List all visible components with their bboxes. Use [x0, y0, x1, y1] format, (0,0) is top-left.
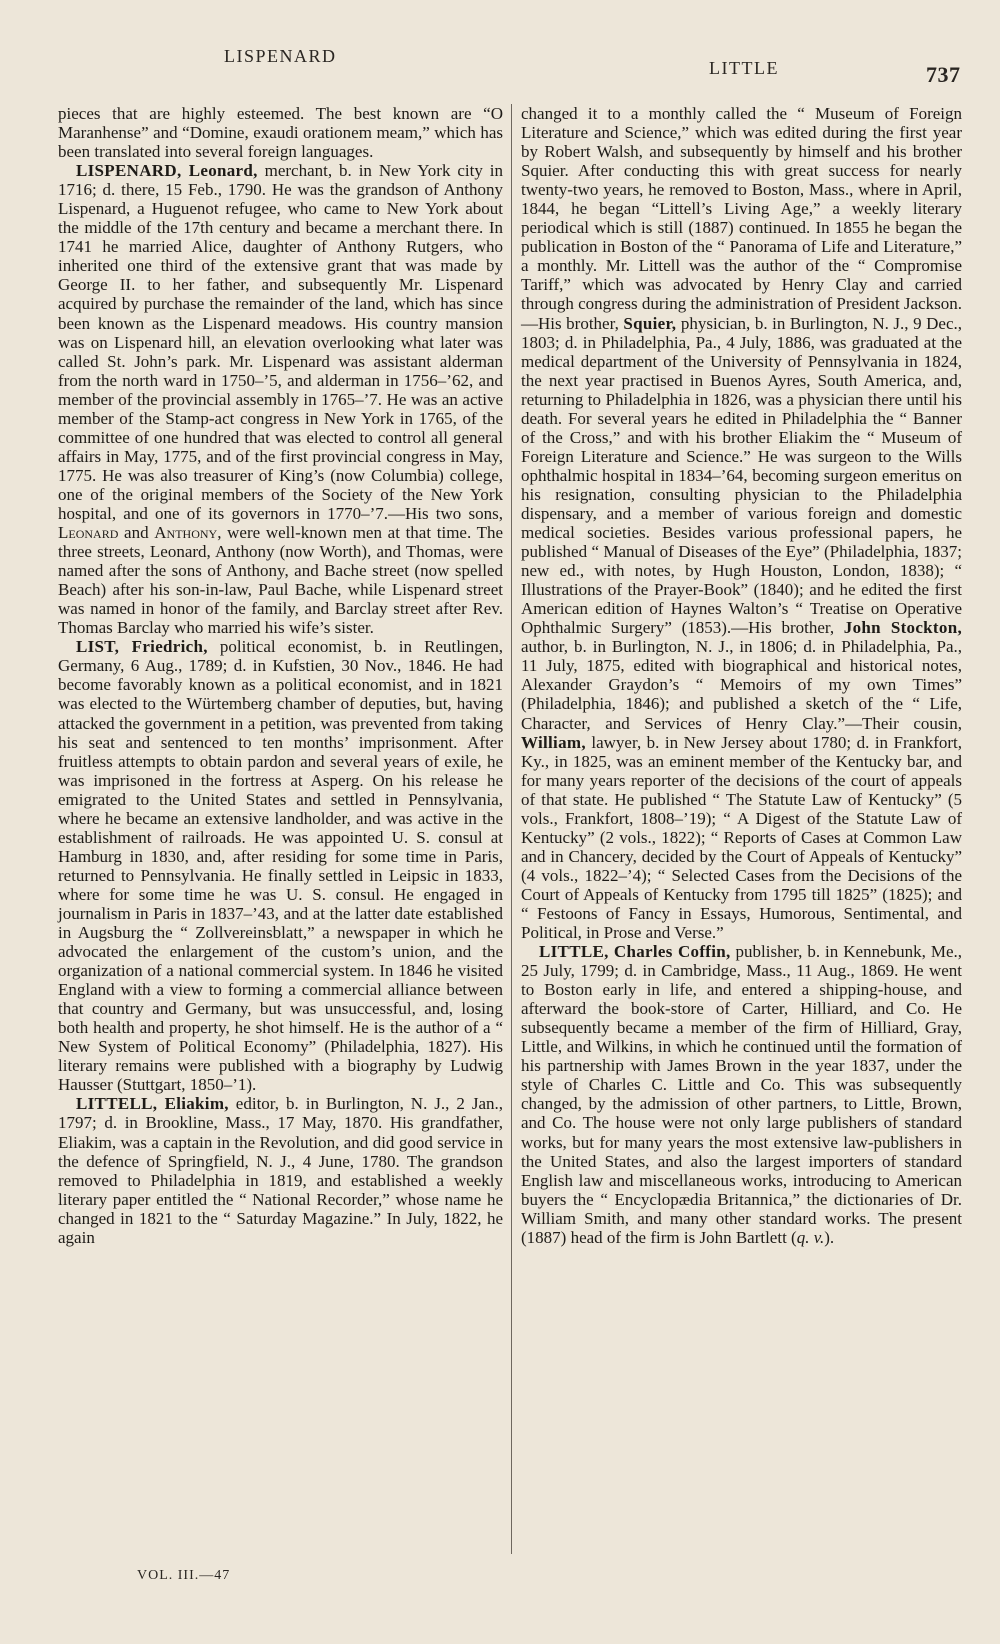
entry-heading: LISPENARD, Leonard, — [76, 161, 258, 181]
entry-heading: LITTELL, Eliakim, — [76, 1094, 229, 1114]
entry-littell — [58, 1094, 503, 1246]
entry-text: physician, b. in Burlington, N. J., 9 Dec., 1803; d. in Philadelphia, Pa., 4 July, 1886, was graduated at the medical department of the University of Pennsylvania in 1824, the next year practised in Buenos Ayres, South America, and, returning to Philadelphia in 1826, was a physician there until his death. For several years he edited in Philadelphia the “ Banner of the Cross,” and with his brother Eliakim the “ Museum of Foreign Literature and Science.” He was surgeon to the Wills ophthalmic hospital in 1834–’64, becoming surgeon emeritus on his resignation, consulting physician to the Philadelphia dispensary, and a member of various foreign and domestic medical societies. Besides various professional papers, he published “ Manual of Diseases of the Eye” (Philadelphia, 1837; new ed., with notes, by Hugh Houston, London, 1838); “ Illustrations of the Prayer-Book” (1840); and he edited the first American edition of Haynes Walton’s “ Treatise on Operative Ophthalmic Surgery” (1853).—His brother, — [521, 313, 962, 638]
entry-text: changed it to a monthly called the “ Museum of Foreign Literature and Science,” which was edited during the first year by Robert Walsh, and subsequently by himself and his brother Squier. After conducting this with great success for nearly twenty-two years, he removed to Boston, Mass., where in April, 1844, he began “Littell’s Living Age,” a weekly literary periodical which is still (1887) continued. In 1855 he began the publication in Boston of the “ Panorama of Life and Literature,” a monthly. Mr. Littell was the author of the “ Compromise Tariff,” which was advocated by Henry Clay and carried through congress during the administration of President Jackson.—His brother, — [521, 104, 962, 333]
entry-list — [58, 637, 503, 1094]
entry-continuation: pieces that are highly esteemed. The best known are “O Maranhense” and “Domine, exaudi orationem meam,” which has been translated into several foreign languages. — [58, 104, 503, 162]
entry-text: merchant, b. in New York city in 1716; d. there, 15 Feb., 1790. He was the grandson of Anthony Lispenard, a Huguenot refugee, who came to New York about the middle of the 17th century and became a merchant there. In 1741 he married Alice, daughter of Anthony Rutgers, who inherited one third of the extensive grant that was made by George II. to her father, and subsequently Mr. Lispenard acquired by purchase the remainder of the land, which has since been known as the Lispenard meadows. His country mansion was on Lispenard hill, an elevation overlooking what later was called St. John’s park. Mr. Lispenard was assistant alderman from the north ward in 1750–’5, and alderman in 1756–’62, and member of the provincial assembly in 1765–’7. He was an active member of the Stamp-act congress in New York in 1765, of the committee of one hundred that was elected to control all general affairs in May, 1775, and of the first provincial congress in May, 1775. He was also treasurer of King’s (now Columbia) college, one of the original members of the Society of the New York hospital, and one of its governors in 1770–’7.—His two sons, — [58, 161, 504, 523]
entry-text: political economist, b. in Reutlingen, Germany, 6 Aug., 1789; d. in Kufstien, 30 Nov., 1846. He had become favorably known as a political economist, and in 1821 was elected to the Würtemberg chamber of deputies, but, having attacked the government in a petition, was prevented from taking his seat and sentenced to ten months’ imprisonment. After fruitless attempts to obtain pardon and several years of exile, he was imprisoned in the fortress at Asperg. On his release he emigrated to the United States and settled in Pennsylvania, where he became an extensive landholder, and was active in the establishment of railroads. He was appointed U. S. consul at Hamburg in 1830, and, after residing for some time in Paris, returned to Pennsylvania. He finally settled in Leipsic in 1833, where for some time he was U. S. consul. He engaged in journalism in Paris in 1837–’43, and at the latter date established in Augsburg the “ Zollvereinsblatt,” a newspaper in which he advocated the enlargement of the custom’s union, and the organization of a national commercial system. In 1846 he visited England with a view to forming a commercial alliance between that country and Germany, but was unsuccessful, and, losing both health and property, he shot himself. He is the author of a “ New System of Political Economy” (Philadelphia, 1827). His literary remains were published with a biography by Ludwig Hausser (Stuttgart, 1850–’1). — [58, 637, 503, 1095]
running-head-center: LITTLE — [709, 58, 779, 78]
entry-subheading: John Stockton, — [843, 618, 963, 638]
entry-heading: LIST, Friedrich, — [76, 637, 208, 657]
running-head-left: LISPENARD — [224, 46, 337, 66]
entry-text: publisher, b. in Kennebunk, Me., 25 July, 1799; d. in Cambridge, Mass., 11 Aug., 1869. He went to Boston early in life, and entered a shipping-house, and afterward the book-store of Carter, Hilliard, and Co. He subsequently became a member of the firm of Hilliard, Gray, Little, and Wilkins, in which he continued until the formation of his partnership with James Brown in the year 1837, under the style of Charles C. Little and Co. This was subsequently changed, by the admission of other partners, to Little, Brown, and Co. The house were not only large publishers of standard works, but for many years the most extensive law-publishers in the United States, and also the largest importers of standard English law and miscellaneous works, introducing to American buyers the “ Encyclopædia Britannica,” the dictionaries of Dr. William Smith, and many other standard works. The present (1887) head of the firm is John Bartlett ( — [521, 942, 962, 1247]
page-number: 737 — [926, 62, 961, 87]
entry-heading: LITTLE, Charles Coffin, — [539, 942, 731, 962]
signature-mark: VOL. III.—47 — [137, 1568, 231, 1583]
entry-littell-continued — [521, 104, 962, 942]
italic-reference: q. v. — [796, 1227, 825, 1247]
left-column — [58, 104, 503, 1247]
entry-subheading: William, — [521, 732, 586, 752]
entry-text: author, b. in Burlington, N. J., in 1806; d. in Philadelphia, Pa., 11 July, 1875, edited with biographical and historical notes, Alexander Graydon’s “ Memoirs of my own Times” (Philadelphia, 1846); and published a sketch of the “ Life, Character, and Services of Henry Clay.”—Their cousin, — [521, 637, 962, 733]
small-caps-name: Leonard — [58, 523, 119, 543]
entry-text: ). — [824, 1227, 835, 1247]
entry-little — [521, 942, 962, 1247]
entry-subheading: Squier, — [623, 313, 677, 333]
entry-text: lawyer, b. in New Jersey about 1780; d. in Frankfort, Ky., in 1825, was an eminent member of the Kentucky bar, and for many years reporter of the decisions of the court of appeals of that state. He published “ The Statute Law of Kentucky” (5 vols., Frankfort, 1808–’19); “ A Digest of the Statute Law of Kentucky” (2 vols., 1822); “ Reports of Cases at Common Law and in Chancery, decided by the Court of Appeals of Kentucky” (4 vols., 1822–’4); “ Selected Cases from the Decisions of the Court of Appeals of Kentucky from 1795 till 1825” (1825); and “ Festoons of Fancy in Essays, Humorous, Sentimental, and Political, in Prose and Verse.” — [521, 732, 962, 943]
entry-lispenard — [58, 161, 503, 637]
entry-text: and — [118, 523, 155, 543]
entry-text: , were well-known men at that time. The three streets, Leonard, Anthony (now Worth), and Thomas, were named after the sons of Anthony, and Bache street (now spelled Beach) after his son-in-law, Paul Bache, while Lispenard street was named in honor of the family, and Barclay street after Rev. Thomas Barclay who married his wife’s sister. — [58, 523, 503, 638]
right-column — [521, 104, 962, 1247]
entry-text: editor, b. in Burlington, N. J., 2 Jan., 1797; d. in Brookline, Mass., 17 May, 1870. His grandfather, Eliakim, was a captain in the Revolution, and did good service in the defence of Springfield, N. J., 4 June, 1780. The grandson removed to Philadelphia in 1819, and established a weekly literary paper entitled the “ National Recorder,” whose name he changed in 1821 to the “ Saturday Magazine.” In July, 1822, he again — [58, 1094, 503, 1247]
small-caps-name: Anthony — [154, 523, 218, 543]
column-rule — [511, 104, 512, 1554]
